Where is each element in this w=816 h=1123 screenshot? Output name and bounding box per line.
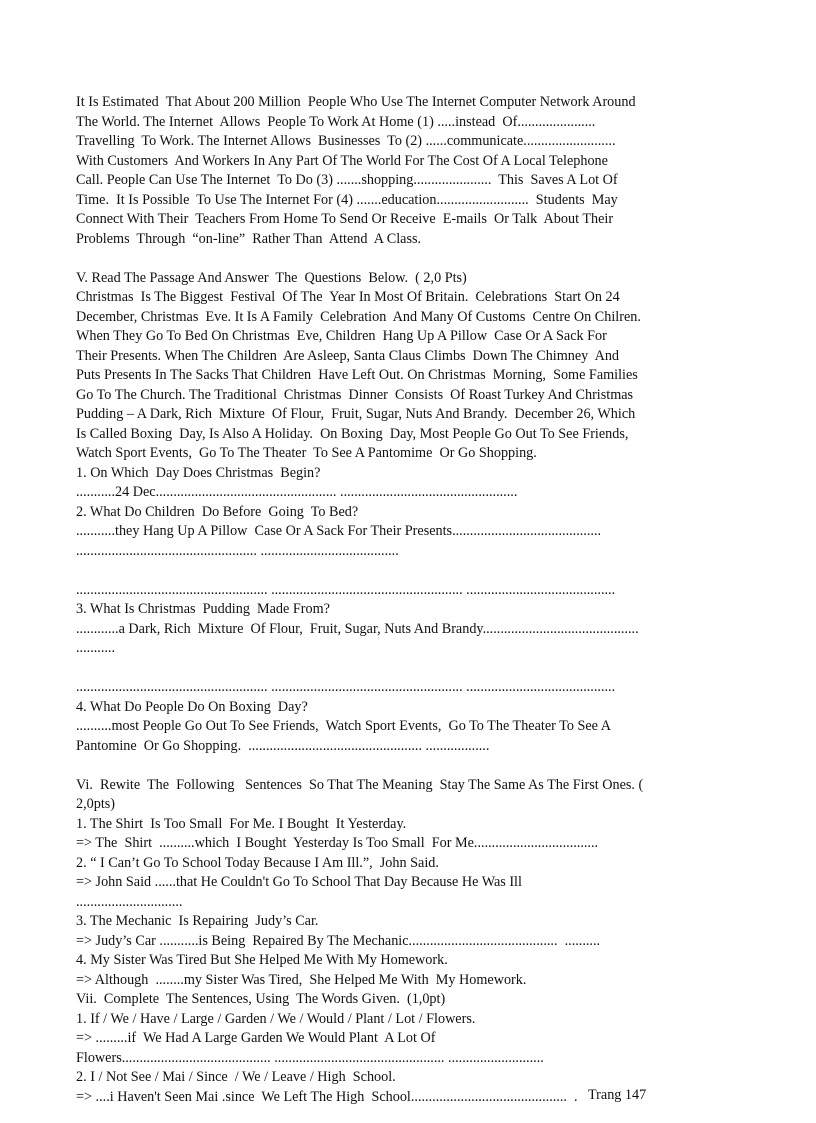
text-line: Vii. Complete The Sentences, Using The Words Given. (1,0pt) <box>76 991 446 1007</box>
text-line: => .........if We Had A Large Garden We Would Plant A Lot Of <box>76 1030 436 1046</box>
text-line: => ....i Haven't Seen Mai .since We Left The High School............................................ . <box>76 1088 578 1105</box>
text-line: Their Presents. When The Children Are Asleep, Santa Claus Climbs Down The Chimney And <box>76 347 620 364</box>
text-line: ..........most People Go Out To See Friends, Watch Sport Events, Go To The Theater To See A <box>76 718 611 734</box>
text-line: 2,0pts) <box>76 796 116 812</box>
text-line: 3. What Is Christmas Pudding Made From? <box>76 601 330 617</box>
text-line: Watch Sport Events, Go To The Theater To See A Pantomime Or Go Shopping. <box>76 445 537 461</box>
reading-section <box>76 269 716 757</box>
text-line: Vi. Rewite The Following Sentences So That The Meaning Stay The Same As The First Ones. ( <box>76 776 644 793</box>
text-line: .............................. <box>76 893 183 910</box>
text-line <box>76 659 716 679</box>
rewrite-section <box>76 776 716 991</box>
page-number: Trang 147 <box>588 1087 647 1103</box>
text-line: ...................................................... ...................................................... .......................................... <box>76 581 616 598</box>
text-line: ...................................................... ...................................................... .......................................... <box>76 679 616 695</box>
text-line: 2. “ I Can’t Go To School Today Because I Am Ill.”, John Said. <box>76 854 439 871</box>
text-line: It Is Estimated That About 200 Million People Who Use The Internet Computer Network Around <box>76 94 636 110</box>
text-line: 2. What Do Children Do Before Going To Bed? <box>76 503 359 520</box>
passage-section <box>76 93 716 249</box>
text-line: 1. On Which Day Does Christmas Begin? <box>76 464 321 481</box>
text-line: => Although ........my Sister Was Tired, She Helped Me With My Homework. <box>76 971 527 988</box>
text-line: ...........they Hang Up A Pillow Case Or A Sack For Their Presents.......................................... <box>76 523 602 539</box>
text-line: December, Christmas Eve. It Is A Family Celebration And Many Of Customs Centre On Chilren. <box>76 308 641 325</box>
text-line: V. Read The Passage And Answer The Questions Below. ( 2,0 Pts) <box>76 269 467 286</box>
text-line: ...........24 Dec................................................... .................................................. <box>76 484 518 500</box>
text-line: ........... <box>76 640 116 656</box>
text-line: 1. The Shirt Is Too Small For Me. I Bought It Yesterday. <box>76 815 407 832</box>
text-line: When They Go To Bed On Christmas Eve, Children Hang Up A Pillow Case Or A Sack For <box>76 328 607 344</box>
document-body <box>76 93 716 1107</box>
text-line: 4. My Sister Was Tired But She Helped Me With My Homework. <box>76 952 448 968</box>
text-line: Call. People Can Use The Internet To Do (3) .......shopping...................... This Saves A Lot Of <box>76 172 618 188</box>
text-line <box>76 561 716 581</box>
text-line: ............a Dark, Rich Mixture Of Flour, Fruit, Sugar, Nuts And Brandy............................................ <box>76 620 639 637</box>
text-line: Connect With Their Teachers From Home To Send Or Receive E-mails Or Talk About Their <box>76 211 614 227</box>
text-line: Pantomine Or Go Shopping. ................................................. .................. <box>76 737 490 754</box>
text-line: Problems Through “on-line” Rather Than Attend A Class. <box>76 230 422 247</box>
text-line: Pudding – A Dark, Rich Mixture Of Flour, Fruit, Sugar, Nuts And Brandy. December 26, Which <box>76 406 636 422</box>
text-line: ................................................... ....................................... <box>76 542 399 559</box>
text-line: Christmas Is The Biggest Festival Of The Year In Most Of Britain. Celebrations Start On 24 <box>76 289 620 305</box>
spacer <box>76 756 716 776</box>
text-line: => The Shirt ..........which I Bought Yesterday Is Too Small For Me................................... <box>76 835 599 851</box>
text-line: Is Called Boxing Day, Is Also A Holiday. On Boxing Day, Most People Go Out To See Friends, <box>76 425 629 442</box>
text-line: Flowers.......................................... ................................................ ........................... <box>76 1049 544 1066</box>
text-line: 2. I / Not See / Mai / Since / We / Leave / High School. <box>76 1069 396 1085</box>
text-line: Go To The Church. The Traditional Christmas Dinner Consists Of Roast Turkey And Christmas <box>76 386 634 403</box>
text-line: With Customers And Workers In Any Part Of The World For The Cost Of A Local Telephone <box>76 152 608 169</box>
text-line: => John Said ......that He Couldn't Go To School That Day Because He Was Ill <box>76 874 522 890</box>
text-line: => Judy’s Car ...........is Being Repaired By The Mechanic.......................................... .......... <box>76 932 601 949</box>
text-line: Time. It Is Possible To Use The Internet For (4) .......education.......................... Students May <box>76 191 618 208</box>
text-line: Puts Presents In The Sacks That Children Have Left Out. On Christmas Morning, Some Families <box>76 367 638 383</box>
text-line: 4. What Do People Do On Boxing Day? <box>76 698 308 715</box>
text-line: 1. If / We / Have / Large / Garden / We / Would / Plant / Lot / Flowers. <box>76 1010 476 1027</box>
text-line: 3. The Mechanic Is Repairing Judy’s Car. <box>76 913 319 929</box>
text-line: The World. The Internet Allows People To Work At Home (1) .....instead Of...................... <box>76 113 596 130</box>
spacer <box>76 249 716 269</box>
text-line: Travelling To Work. The Internet Allows Businesses To (2) ......communicate.......................... <box>76 133 616 149</box>
